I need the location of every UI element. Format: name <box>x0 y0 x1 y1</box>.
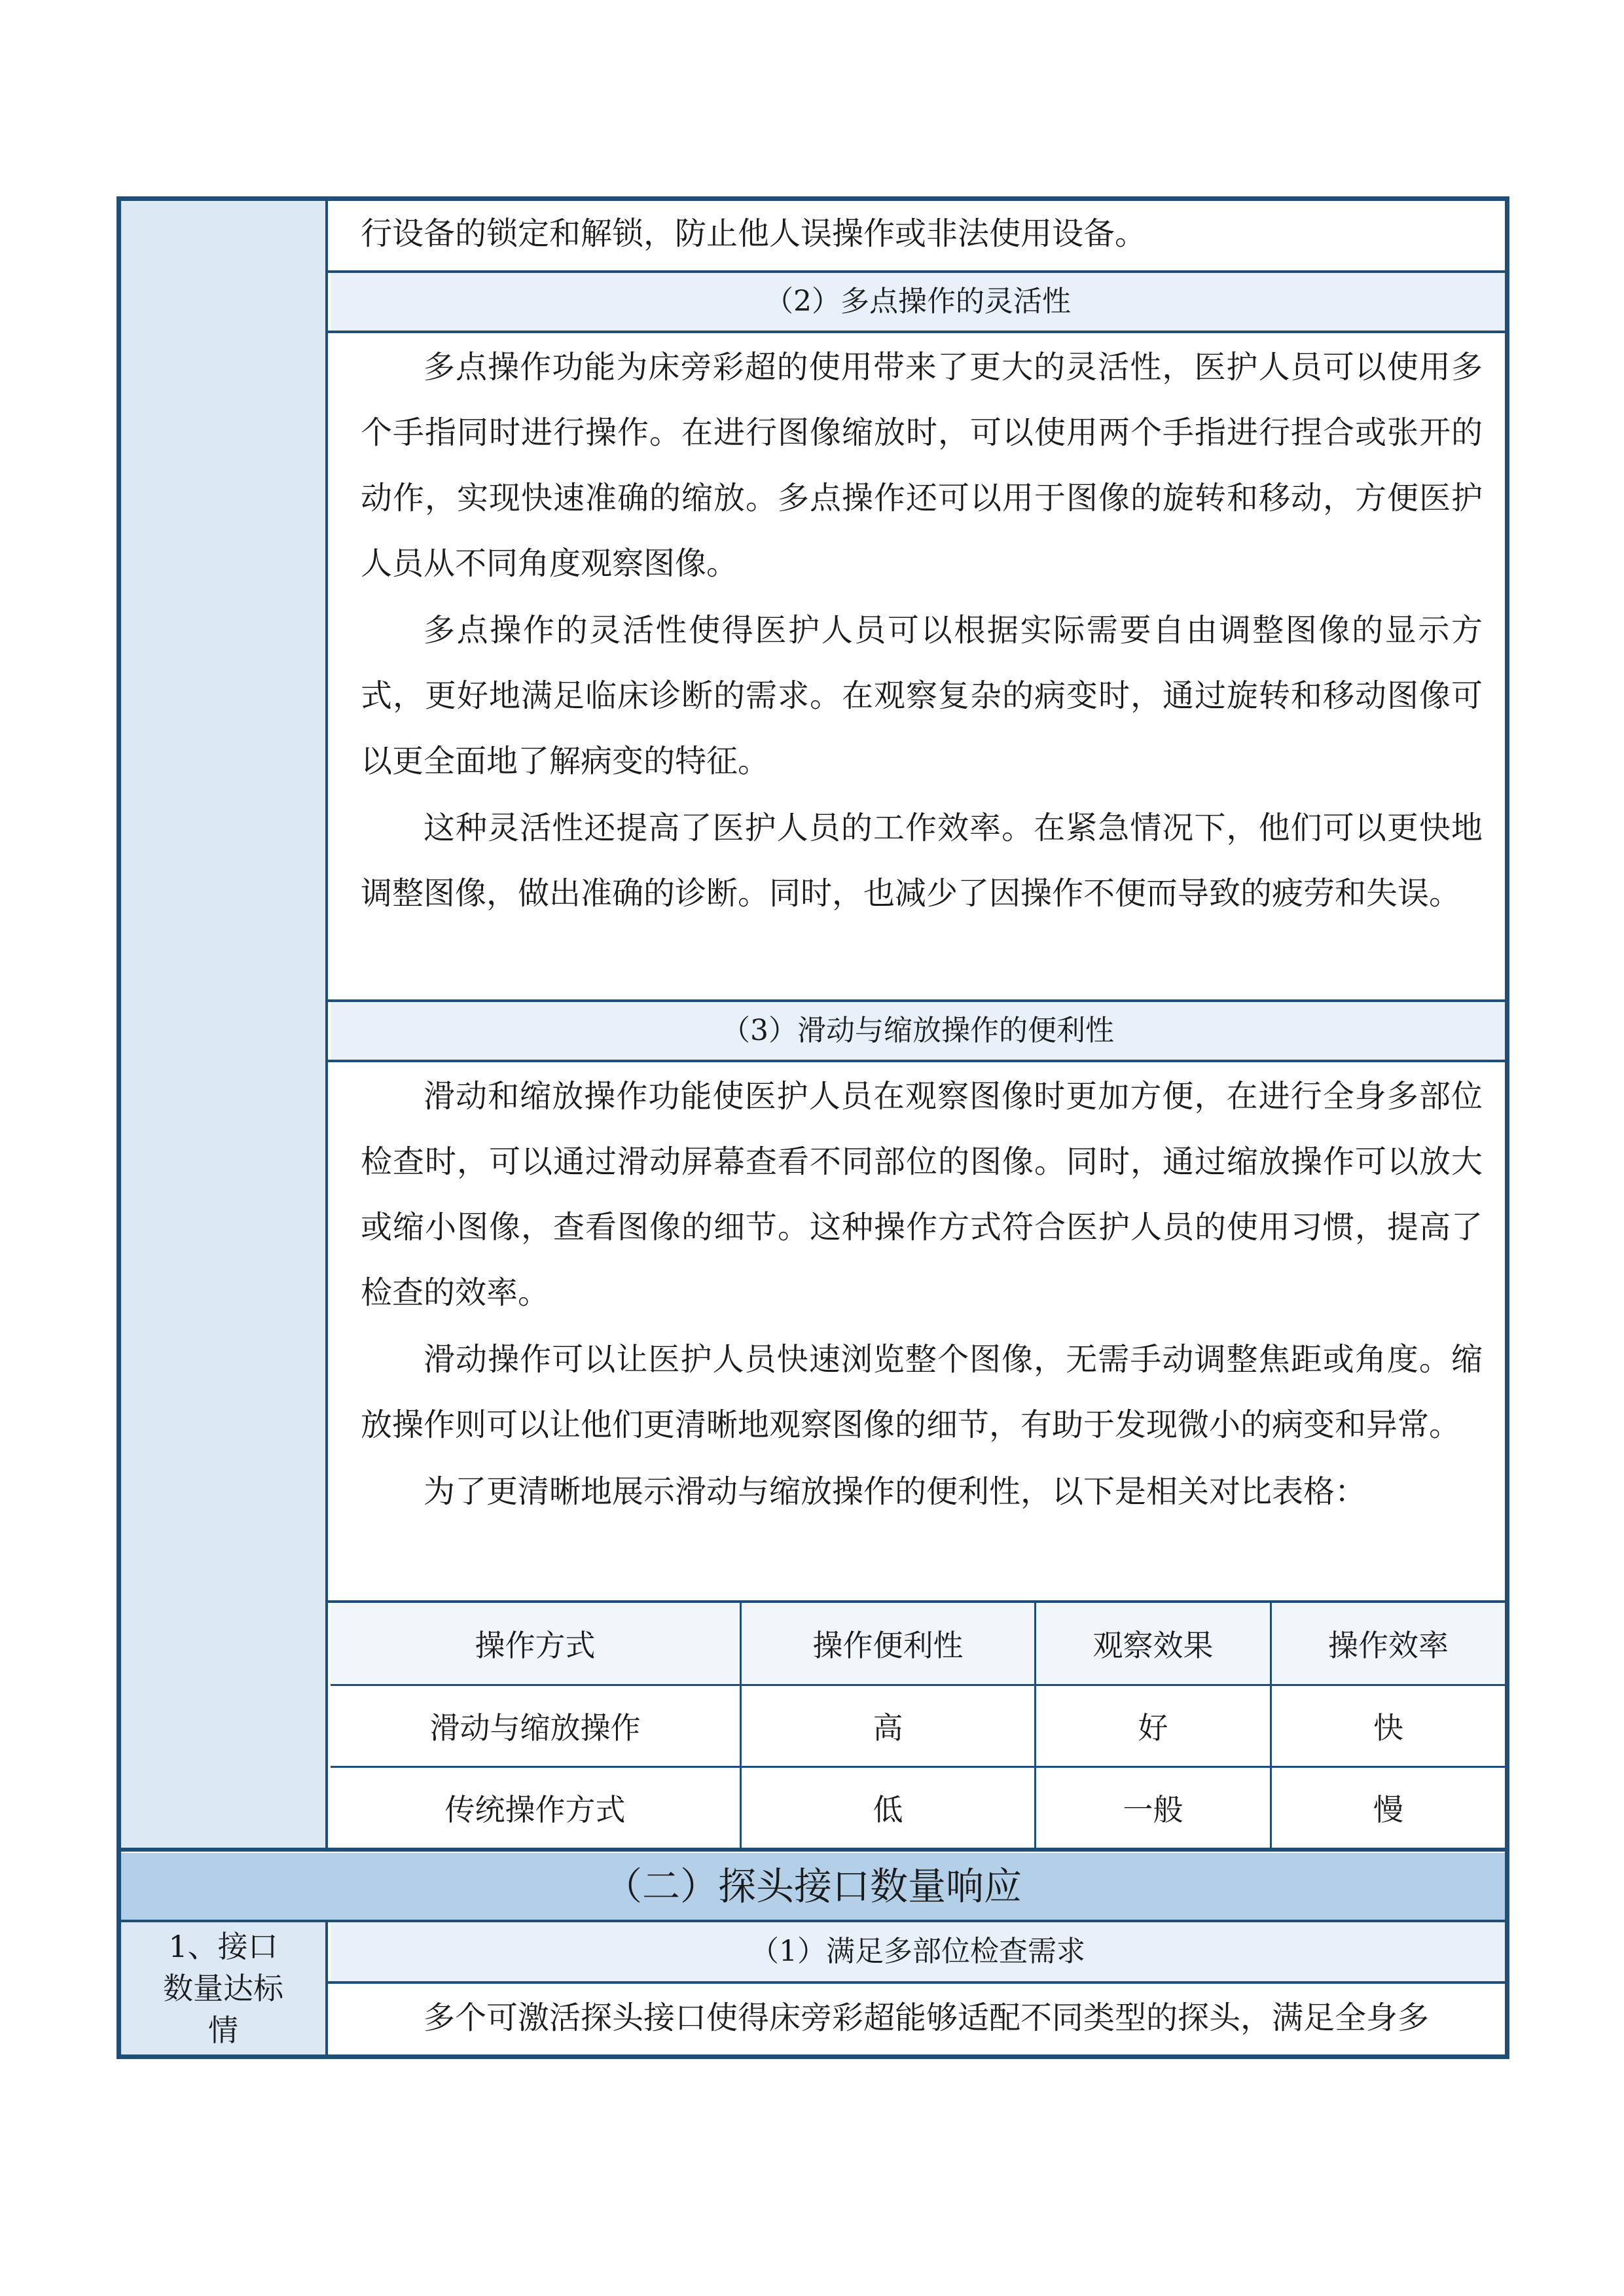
table-cell: 滑动与缩放操作 <box>331 1686 742 1766</box>
paragraph: 多点操作功能为床旁彩超的使用带来了更大的灵活性，医护人员可以使用多个手指同时进行操作。在进行图像缩放时，可以使用两个手指进行捏合或张开的动作，实现快速准确的缩放。多点操作还可以用于图像的旋转和移动，方便医护人员从不同角度观察图像。 <box>361 349 1483 582</box>
table-header-cell: 操作便利性 <box>742 1603 1036 1684</box>
paragraph: 滑动和缩放操作功能使医护人员在观察图像时更加方便，在进行全身多部位检查时，可以通过滑动屏幕查看不同部位的图像。同时，通过缩放操作可以放大或缩小图像，查看图像的细节。这种操作方式符合医护人员的使用习惯，提高了检查的效率。 <box>361 1078 1483 1311</box>
paragraph: 多点操作的灵活性使得医护人员可以根据实际需要自由调整图像的显示方式，更好地满足临床诊断的需求。在观察复杂的病变时，通过旋转和移动图像可以更全面地了解病变的特征。 <box>361 612 1483 780</box>
table-header-cell: 操作效率 <box>1328 1628 1449 1663</box>
table-row <box>331 1768 1505 1848</box>
paragraph: 为了更清晰地展示滑动与缩放操作的便利性，以下是相关对比表格： <box>424 1473 1367 1510</box>
left-label-cell <box>121 1922 328 2054</box>
section2-body <box>361 334 1483 926</box>
table-cell: 好 <box>1036 1686 1272 1766</box>
table-cell: 低 <box>742 1768 1036 1848</box>
item1-body <box>361 1985 1483 2051</box>
table-header-cell: 观察效果 <box>1036 1603 1272 1684</box>
continuation-text: 行设备的锁定和解锁，防止他人误操作或非法使用设备。 <box>361 215 1147 252</box>
section3-body <box>361 1064 1483 1524</box>
paragraph: 这种灵活性还提高了医护人员的工作效率。在紧急情况下，他们可以更快地调整图像，做出准确的诊断。同时，也减少了因操作不便而导致的疲劳和失误。 <box>361 810 1483 912</box>
table-row <box>331 1686 1505 1766</box>
document-table <box>117 196 1509 2059</box>
table-header-cell: 操作方式 <box>331 1603 742 1684</box>
subsection-title-1: （1）满足多部位检查需求 <box>331 1922 1505 1981</box>
table-cell: 高 <box>742 1686 1036 1766</box>
table-header-row <box>331 1603 1505 1684</box>
table-cell: 慢 <box>1373 1792 1403 1827</box>
table-cell: 一般 <box>1036 1768 1272 1848</box>
paragraph: 滑动操作可以让医护人员快速浏览整个图像，无需手动调整焦距或角度。缩放操作则可以让他们更清晰地观察图像的细节，有助于发现微小的病变和异常。 <box>361 1341 1483 1443</box>
comparison-table <box>331 1603 1505 1848</box>
paragraph: 多个可激活探头接口使得床旁彩超能够适配不同类型的探头，满足全身多 <box>424 2000 1430 2036</box>
left-label-text: 1、接口数量达标情 <box>163 1929 283 2048</box>
table-cell: 传统操作方式 <box>331 1768 742 1848</box>
subsection-title-3: （3）滑动与缩放操作的便利性 <box>331 1002 1505 1060</box>
left-label-column <box>121 201 328 1850</box>
subsection-title-2: （2）多点操作的灵活性 <box>331 273 1505 331</box>
section-heading: （二）探头接口数量响应 <box>121 1853 1505 1920</box>
table-cell: 快 <box>1373 1710 1403 1746</box>
